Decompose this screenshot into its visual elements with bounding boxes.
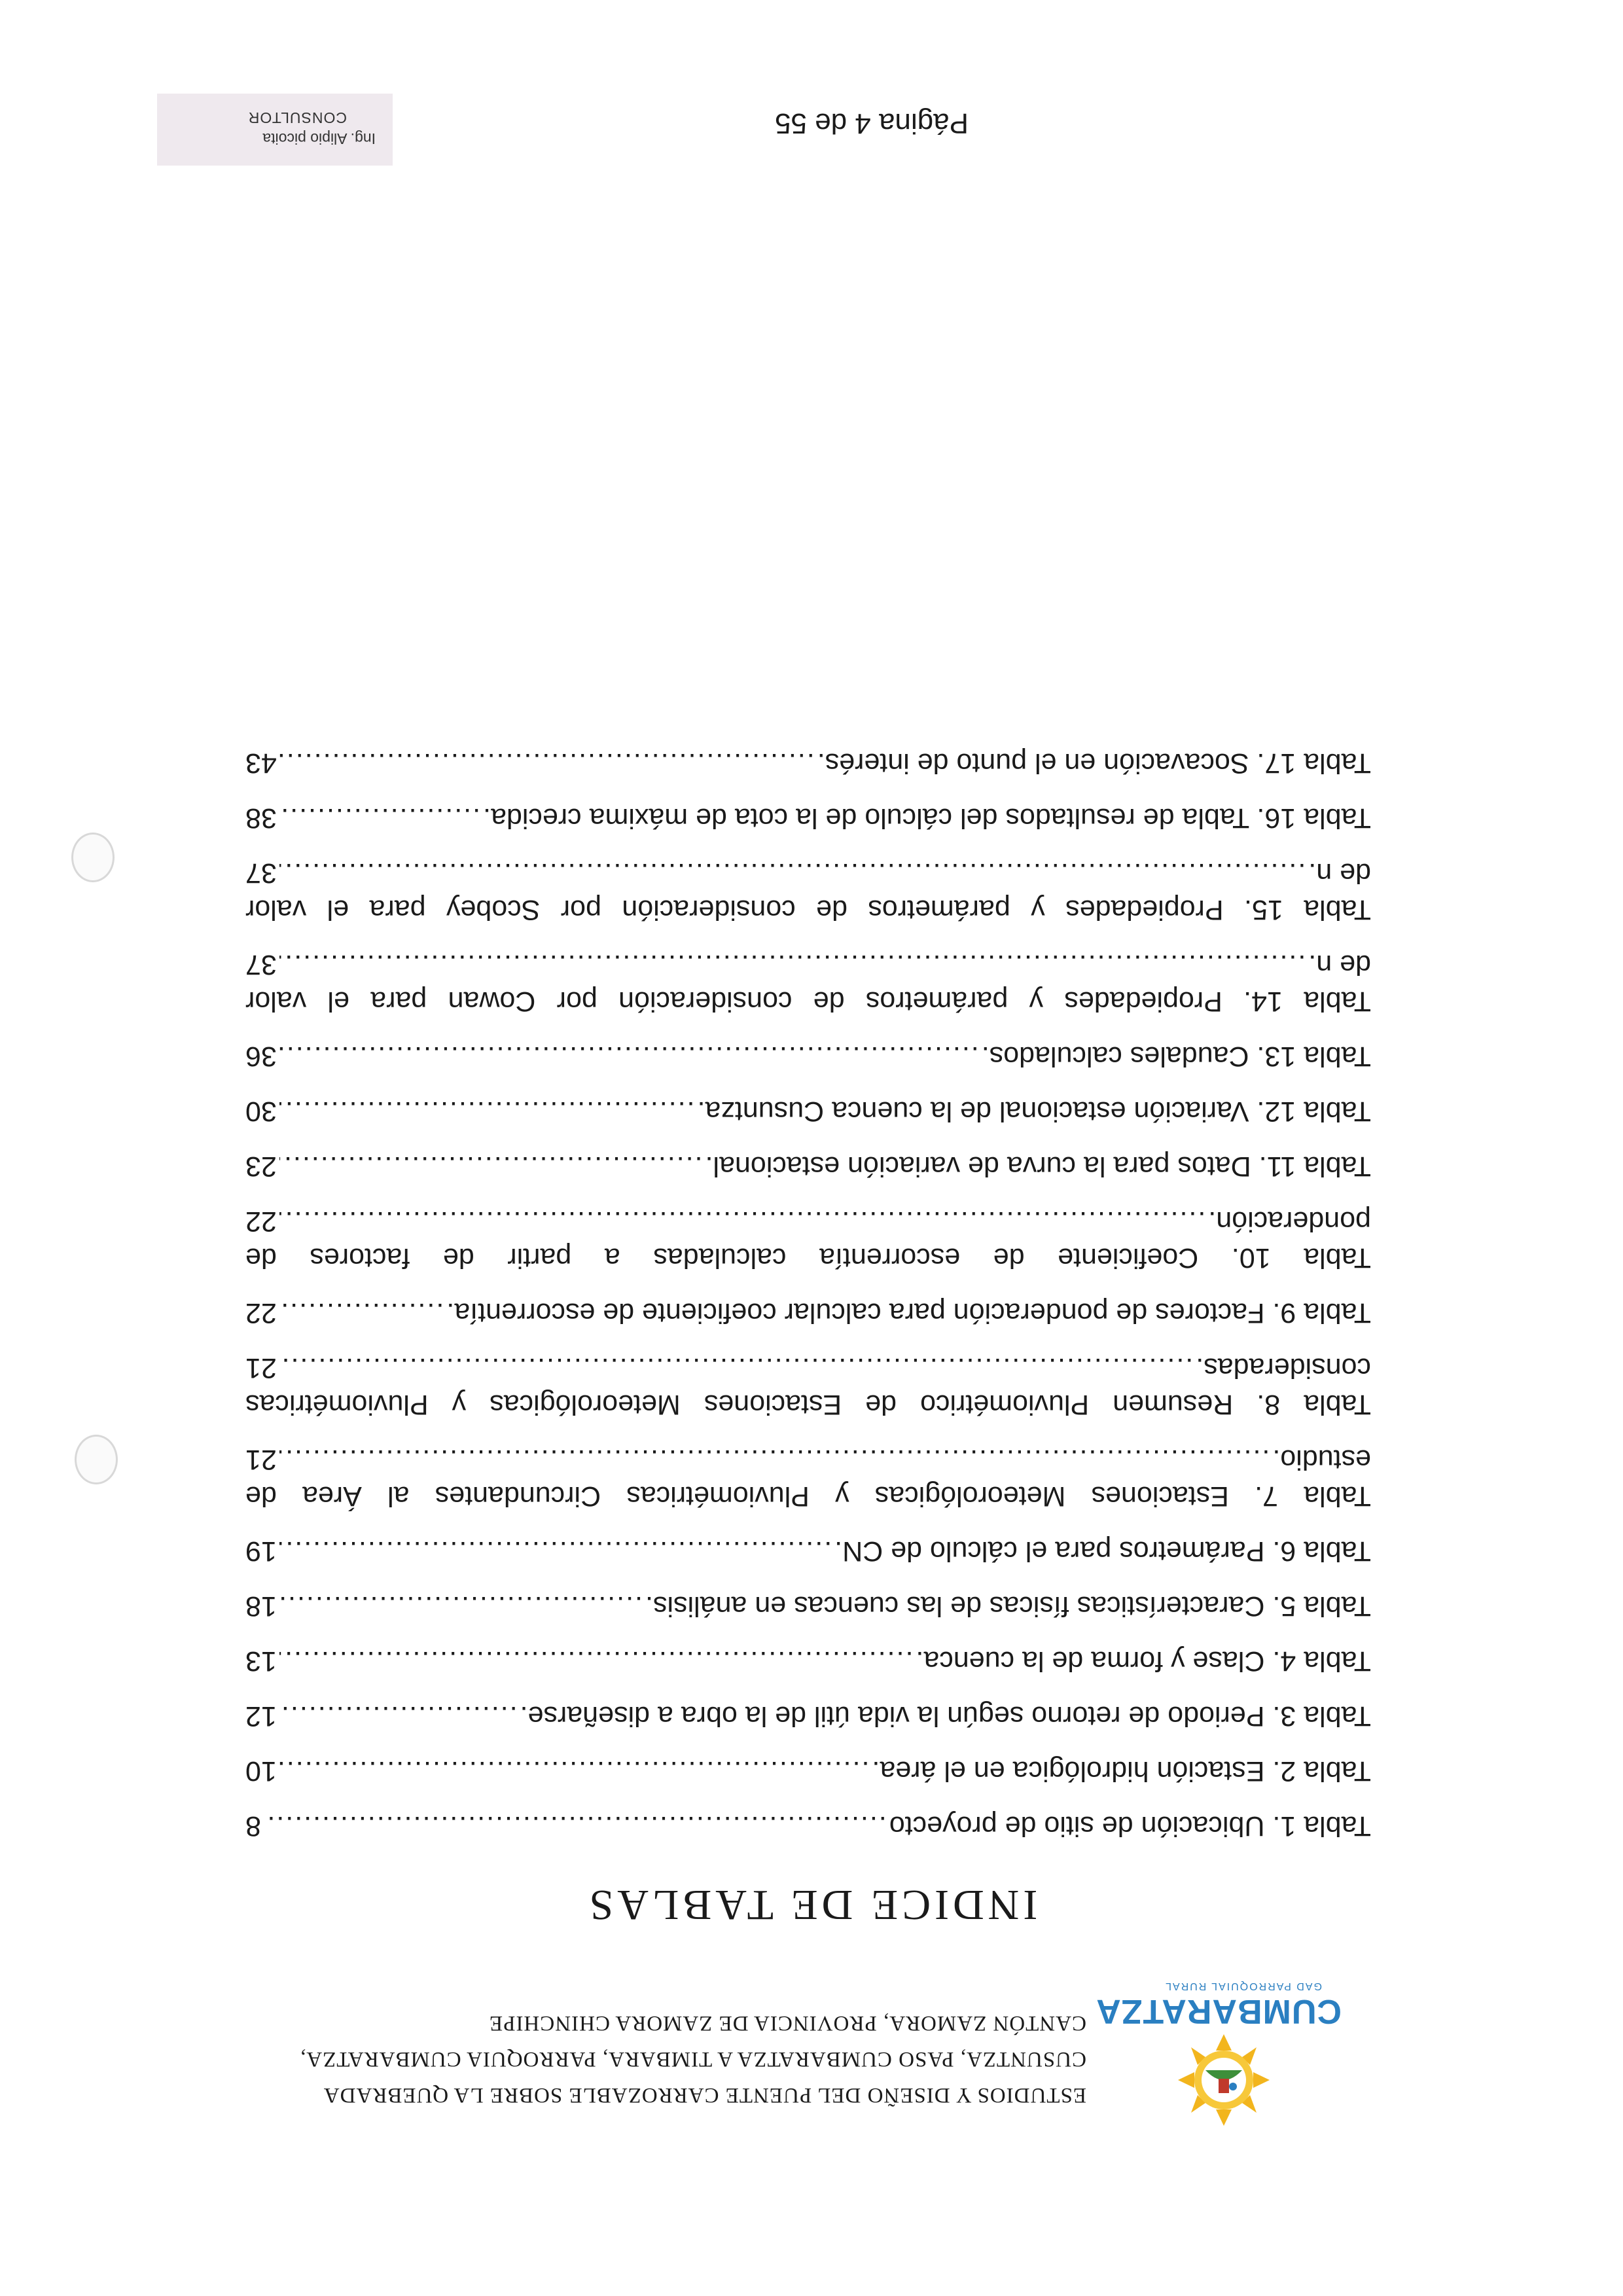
punch-hole [71,833,115,882]
dot-leader [279,855,1306,891]
toc-entry-label: Tabla 12. Variación estacional de la cuenca Cusuntza. [697,1096,1371,1127]
toc-entry[interactable] [245,800,1371,836]
toc-entry[interactable] [245,855,1371,928]
logo-subtitle: GAD PARROQUIAL RURAL [1164,1981,1322,1992]
sun-emblem-icon [1145,2031,1302,2129]
cumbaratza-logo [1096,1972,1348,2129]
dot-leader [279,1643,914,1679]
punch-hole [75,1435,118,1484]
dot-leader [279,1753,870,1789]
toc-entry-page: 8 [245,1810,261,1842]
page-number: Página 4 de 55 [774,107,969,139]
dot-leader [279,1295,444,1331]
toc-entry[interactable] [245,1588,1371,1624]
toc-entry[interactable] [245,1203,1371,1276]
toc-entry[interactable] [245,1808,1371,1844]
toc-entry-label-continuation: de n. [1308,949,1371,980]
toc-entry-label: Tabla 1. Ubicación de sitio de proyecto [889,1810,1371,1842]
toc-entry-page: 12 [245,1700,277,1732]
toc-entry-page: 21 [245,1352,277,1384]
toc-entry[interactable] [245,1093,1371,1130]
document-header [85,1972,1348,2129]
toc-entry[interactable] [245,1753,1371,1789]
toc-entry-label: Tabla 11. Datos para la curva de variación estacional. [705,1151,1371,1182]
toc-entry-page: 13 [245,1645,277,1677]
toc-entry-label: Tabla 15. Propiedades y parámetros de consideración por Scobey para el valor [245,894,1371,925]
toc-entry-page: 22 [245,1297,277,1329]
toc-entry-label: Tabla 16. Tabla de resultados del cálculo de la cota de máxima crecida. [483,802,1371,834]
toc-entry-label-continuation: consideradas. [1196,1352,1371,1384]
page-title: INDICE DE TABLAS [585,1881,1038,1929]
toc-entry[interactable] [245,946,1371,1020]
dot-leader [279,800,480,836]
project-title [85,2005,1086,2113]
table-of-tables [245,726,1371,1844]
toc-entry-page: 22 [245,1206,277,1237]
toc-entry[interactable] [245,1350,1371,1423]
toc-entry-label: Tabla 14. Propiedades y parámetros de consideración por Cowan para el valor [245,986,1371,1017]
dot-leader [279,745,815,781]
toc-entry-label: Tabla 2. Estación hidrológica en el área. [872,1755,1371,1787]
toc-entry[interactable] [245,1643,1371,1679]
toc-entry[interactable] [245,1533,1371,1570]
consultant-stamp [157,94,393,166]
toc-entry-label: Tabla 7. Estaciones Meteorológicas y Pluviométricas Circundantes al Área de [245,1480,1371,1512]
toc-entry-page: 19 [245,1535,277,1567]
toc-entry-page: 36 [245,1041,277,1072]
dot-leader [279,1350,1193,1386]
dot-leader [279,1038,979,1075]
toc-entry-label: Tabla 5. Características físicas de las cuencas en análisis. [645,1590,1371,1622]
dot-leader [279,1588,643,1624]
toc-entry-page: 23 [245,1151,277,1182]
dot-leader [279,1203,1206,1240]
toc-entry-label: Tabla 3. Periodo de retorno según la vida útil de la obra a diseñarse. [520,1700,1371,1732]
project-title-line-2: CUSUNTZA, PASO CUMBARATZA A TIMBARA, PARROQUIA CUMBARATZA, [300,2047,1086,2071]
toc-entry[interactable] [245,1295,1371,1331]
dot-leader [279,1093,695,1130]
dot-leader [279,1148,703,1185]
toc-entry[interactable] [245,1698,1371,1734]
dot-leader [279,1533,832,1570]
dot-leader [264,1808,887,1844]
logo-wordmark: CUMBARATZA [1096,1992,1342,2030]
toc-entry-label-continuation: estudio. [1272,1444,1371,1475]
toc-entry-page: 38 [245,802,277,834]
toc-entry-page: 37 [245,857,277,889]
toc-entry-label: Tabla 8. Resumen Pluviométrico de Estaciones Meteorológicas y Pluviométricas [245,1389,1371,1420]
dot-leader [279,946,1306,983]
dot-leader [279,1698,518,1734]
project-title-line-1: ESTUDIOS Y DISEÑO DEL PUENTE CARROZABLE SOBRE LA QUEBRADA [323,2083,1086,2107]
toc-entry[interactable] [245,1441,1371,1515]
stamp-name: Ing. Alipio picoita [262,130,376,147]
toc-entry-page: 18 [245,1590,277,1622]
toc-entry-label: Tabla 13. Caudales calculados. [981,1041,1371,1072]
toc-entry-page: 10 [245,1755,277,1787]
toc-entry-label: Tabla 4. Clase y forma de la cuenca. [916,1645,1371,1677]
toc-entry-label: Tabla 9. Factores de ponderación para calcular coeficiente de escorrentía. [446,1297,1371,1329]
toc-entry-label-continuation: ponderación. [1208,1206,1371,1237]
dot-leader [279,1441,1270,1478]
toc-entry-page: 43 [245,747,277,779]
toc-entry-label: Tabla 6. Parámetros para el cálculo de CN. [834,1535,1371,1567]
toc-entry[interactable] [245,745,1371,781]
stamp-role: CONSULTOR [247,109,347,126]
toc-entry-label: Tabla 10. Coeficiente de escorrentía calculadas a partir de factores de [245,1242,1371,1274]
toc-entry[interactable] [245,1038,1371,1075]
toc-entry-page: 30 [245,1096,277,1127]
toc-entry-page: 21 [245,1444,277,1475]
toc-entry-label: Tabla 17. Socavación en el punto de interés. [817,747,1371,779]
toc-entry-page: 37 [245,949,277,980]
toc-entry[interactable] [245,1148,1371,1185]
project-title-line-3: CANTÓN ZAMORA, PROVINCIA DE ZAMORA CHINCHIPE [488,2011,1086,2035]
toc-entry-label-continuation: de n. [1308,857,1371,889]
